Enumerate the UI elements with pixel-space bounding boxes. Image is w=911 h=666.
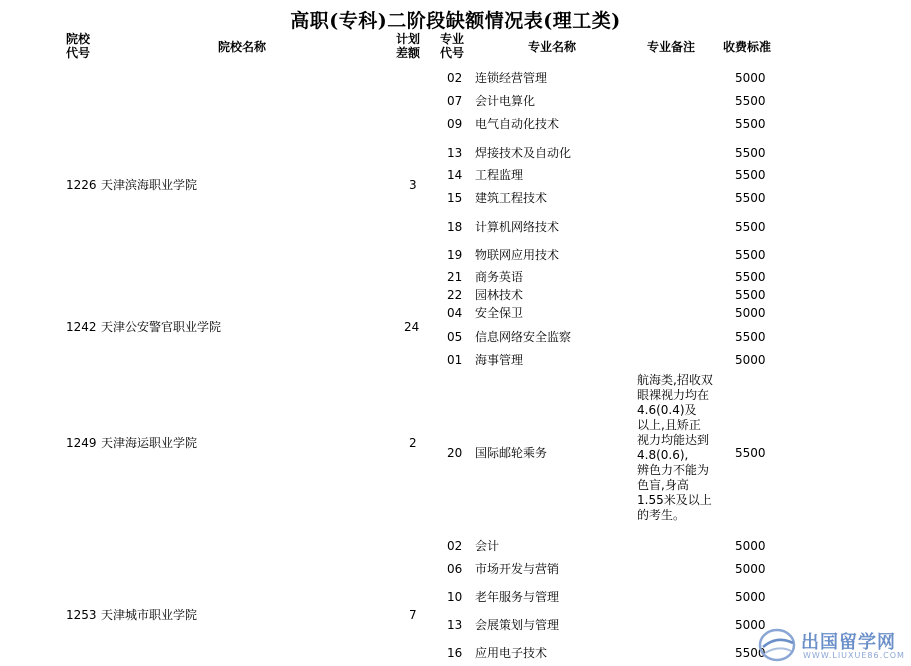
major-code: 19 xyxy=(447,248,463,262)
major-name: 应用电子技术 xyxy=(475,646,548,660)
tuition-fee: 5500 xyxy=(735,220,766,234)
tuition-fee: 5000 xyxy=(735,539,766,553)
tuition-fee: 5500 xyxy=(735,330,766,344)
major-code: 02 xyxy=(447,71,463,85)
watermark-text: 出国留学网 xyxy=(801,632,896,653)
tuition-fee: 5500 xyxy=(735,288,766,302)
tuition-fee: 5500 xyxy=(735,191,766,205)
major-name: 商务英语 xyxy=(475,270,524,284)
school-name: 天津公安警官职业学院 xyxy=(101,320,222,334)
header-quota-gap-line1: 计划 xyxy=(396,32,421,46)
tuition-fee: 5000 xyxy=(735,562,766,576)
major-name: 会计 xyxy=(475,539,500,553)
major-code: 09 xyxy=(447,117,463,131)
school-name: 天津海运职业学院 xyxy=(101,436,198,450)
note-line: 色盲,身高 xyxy=(637,478,689,492)
tuition-fee: 5500 xyxy=(735,117,766,131)
header-school-code-line1: 院校 xyxy=(66,32,91,46)
note-line: 以上,且矫正 xyxy=(637,418,701,432)
header-quota-gap xyxy=(396,32,420,60)
major-code: 15 xyxy=(447,191,463,205)
page-title: 高职(专科)二阶段缺额情况表(理工类) xyxy=(290,10,621,32)
school-code: 1253 xyxy=(66,608,97,622)
major-code: 18 xyxy=(447,220,463,234)
major-name: 物联网应用技术 xyxy=(475,248,560,262)
quota-gap: 24 xyxy=(404,320,420,334)
major-code: 10 xyxy=(447,590,463,604)
major-name: 老年服务与管理 xyxy=(475,590,560,604)
major-name: 会展策划与管理 xyxy=(475,618,560,632)
major-name: 会计电算化 xyxy=(475,94,536,108)
school-name: 天津城市职业学院 xyxy=(101,608,198,622)
major-code: 05 xyxy=(447,330,463,344)
major-code: 14 xyxy=(447,168,463,182)
major-code: 20 xyxy=(447,446,463,460)
header-tuition: 收费标准 xyxy=(723,40,772,54)
major-name: 工程监理 xyxy=(475,168,524,182)
note-line: 航海类,招收双 xyxy=(637,373,713,387)
major-note xyxy=(637,373,719,523)
major-name: 安全保卫 xyxy=(475,306,524,320)
major-name: 市场开发与营销 xyxy=(475,562,560,576)
header-major-name: 专业名称 xyxy=(528,40,577,54)
major-code: 06 xyxy=(447,562,463,576)
major-code: 13 xyxy=(447,618,463,632)
globe-icon xyxy=(757,627,797,663)
note-line: 眼裸视力均在 xyxy=(637,388,710,402)
quota-gap: 3 xyxy=(409,178,417,192)
tuition-fee: 5500 xyxy=(735,446,766,460)
header-quota-gap-line2: 差额 xyxy=(396,46,421,60)
note-line: 的考生。 xyxy=(637,508,686,522)
watermark-logo xyxy=(757,626,907,664)
major-name: 国际邮轮乘务 xyxy=(475,446,548,460)
major-name: 焊接技术及自动化 xyxy=(475,146,572,160)
major-code: 01 xyxy=(447,353,463,367)
note-line: 4.6(0.4)及 xyxy=(637,403,697,417)
school-code: 1249 xyxy=(66,436,97,450)
note-line: 视力均能达到 xyxy=(637,433,710,447)
header-major-code-line1: 专业 xyxy=(440,32,465,46)
tuition-fee: 5500 xyxy=(735,94,766,108)
major-name: 电气自动化技术 xyxy=(475,117,560,131)
quota-gap: 2 xyxy=(409,436,417,450)
major-code: 04 xyxy=(447,306,463,320)
header-major-code-line2: 代号 xyxy=(440,46,465,60)
major-code: 22 xyxy=(447,288,463,302)
tuition-fee: 5500 xyxy=(735,270,766,284)
school-code: 1242 xyxy=(66,320,97,334)
header-school-code xyxy=(66,32,90,60)
tuition-fee: 5500 xyxy=(735,168,766,182)
school-name: 天津滨海职业学院 xyxy=(101,178,198,192)
major-name: 建筑工程技术 xyxy=(475,191,548,205)
note-line: 4.8(0.6), xyxy=(637,448,689,462)
tuition-fee: 5000 xyxy=(735,590,766,604)
tuition-fee: 5000 xyxy=(735,353,766,367)
quota-gap: 7 xyxy=(409,608,417,622)
tuition-fee: 5000 xyxy=(735,71,766,85)
tuition-fee: 5500 xyxy=(735,646,766,660)
major-name: 信息网络安全监察 xyxy=(475,330,572,344)
school-code: 1226 xyxy=(66,178,97,192)
header-major-code xyxy=(440,32,464,60)
header-school-name: 院校名称 xyxy=(218,40,267,54)
tuition-fee: 5500 xyxy=(735,146,766,160)
major-code: 13 xyxy=(447,146,463,160)
watermark-sub: WWW.LIUXUE86.COM xyxy=(803,651,905,660)
major-code: 21 xyxy=(447,270,463,284)
header-school-code-line2: 代号 xyxy=(66,46,91,60)
tuition-fee: 5500 xyxy=(735,248,766,262)
major-code: 16 xyxy=(447,646,463,660)
header-major-note: 专业备注 xyxy=(647,40,696,54)
tuition-fee: 5000 xyxy=(735,306,766,320)
major-name: 连锁经营管理 xyxy=(475,71,548,85)
tuition-fee: 5000 xyxy=(735,618,766,632)
note-line: 1.55米及以上 xyxy=(637,493,712,507)
major-code: 02 xyxy=(447,539,463,553)
major-name: 计算机网络技术 xyxy=(475,220,560,234)
major-code: 07 xyxy=(447,94,463,108)
major-name: 园林技术 xyxy=(475,288,524,302)
major-name: 海事管理 xyxy=(475,353,524,367)
note-line: 辨色力不能为 xyxy=(637,463,710,477)
